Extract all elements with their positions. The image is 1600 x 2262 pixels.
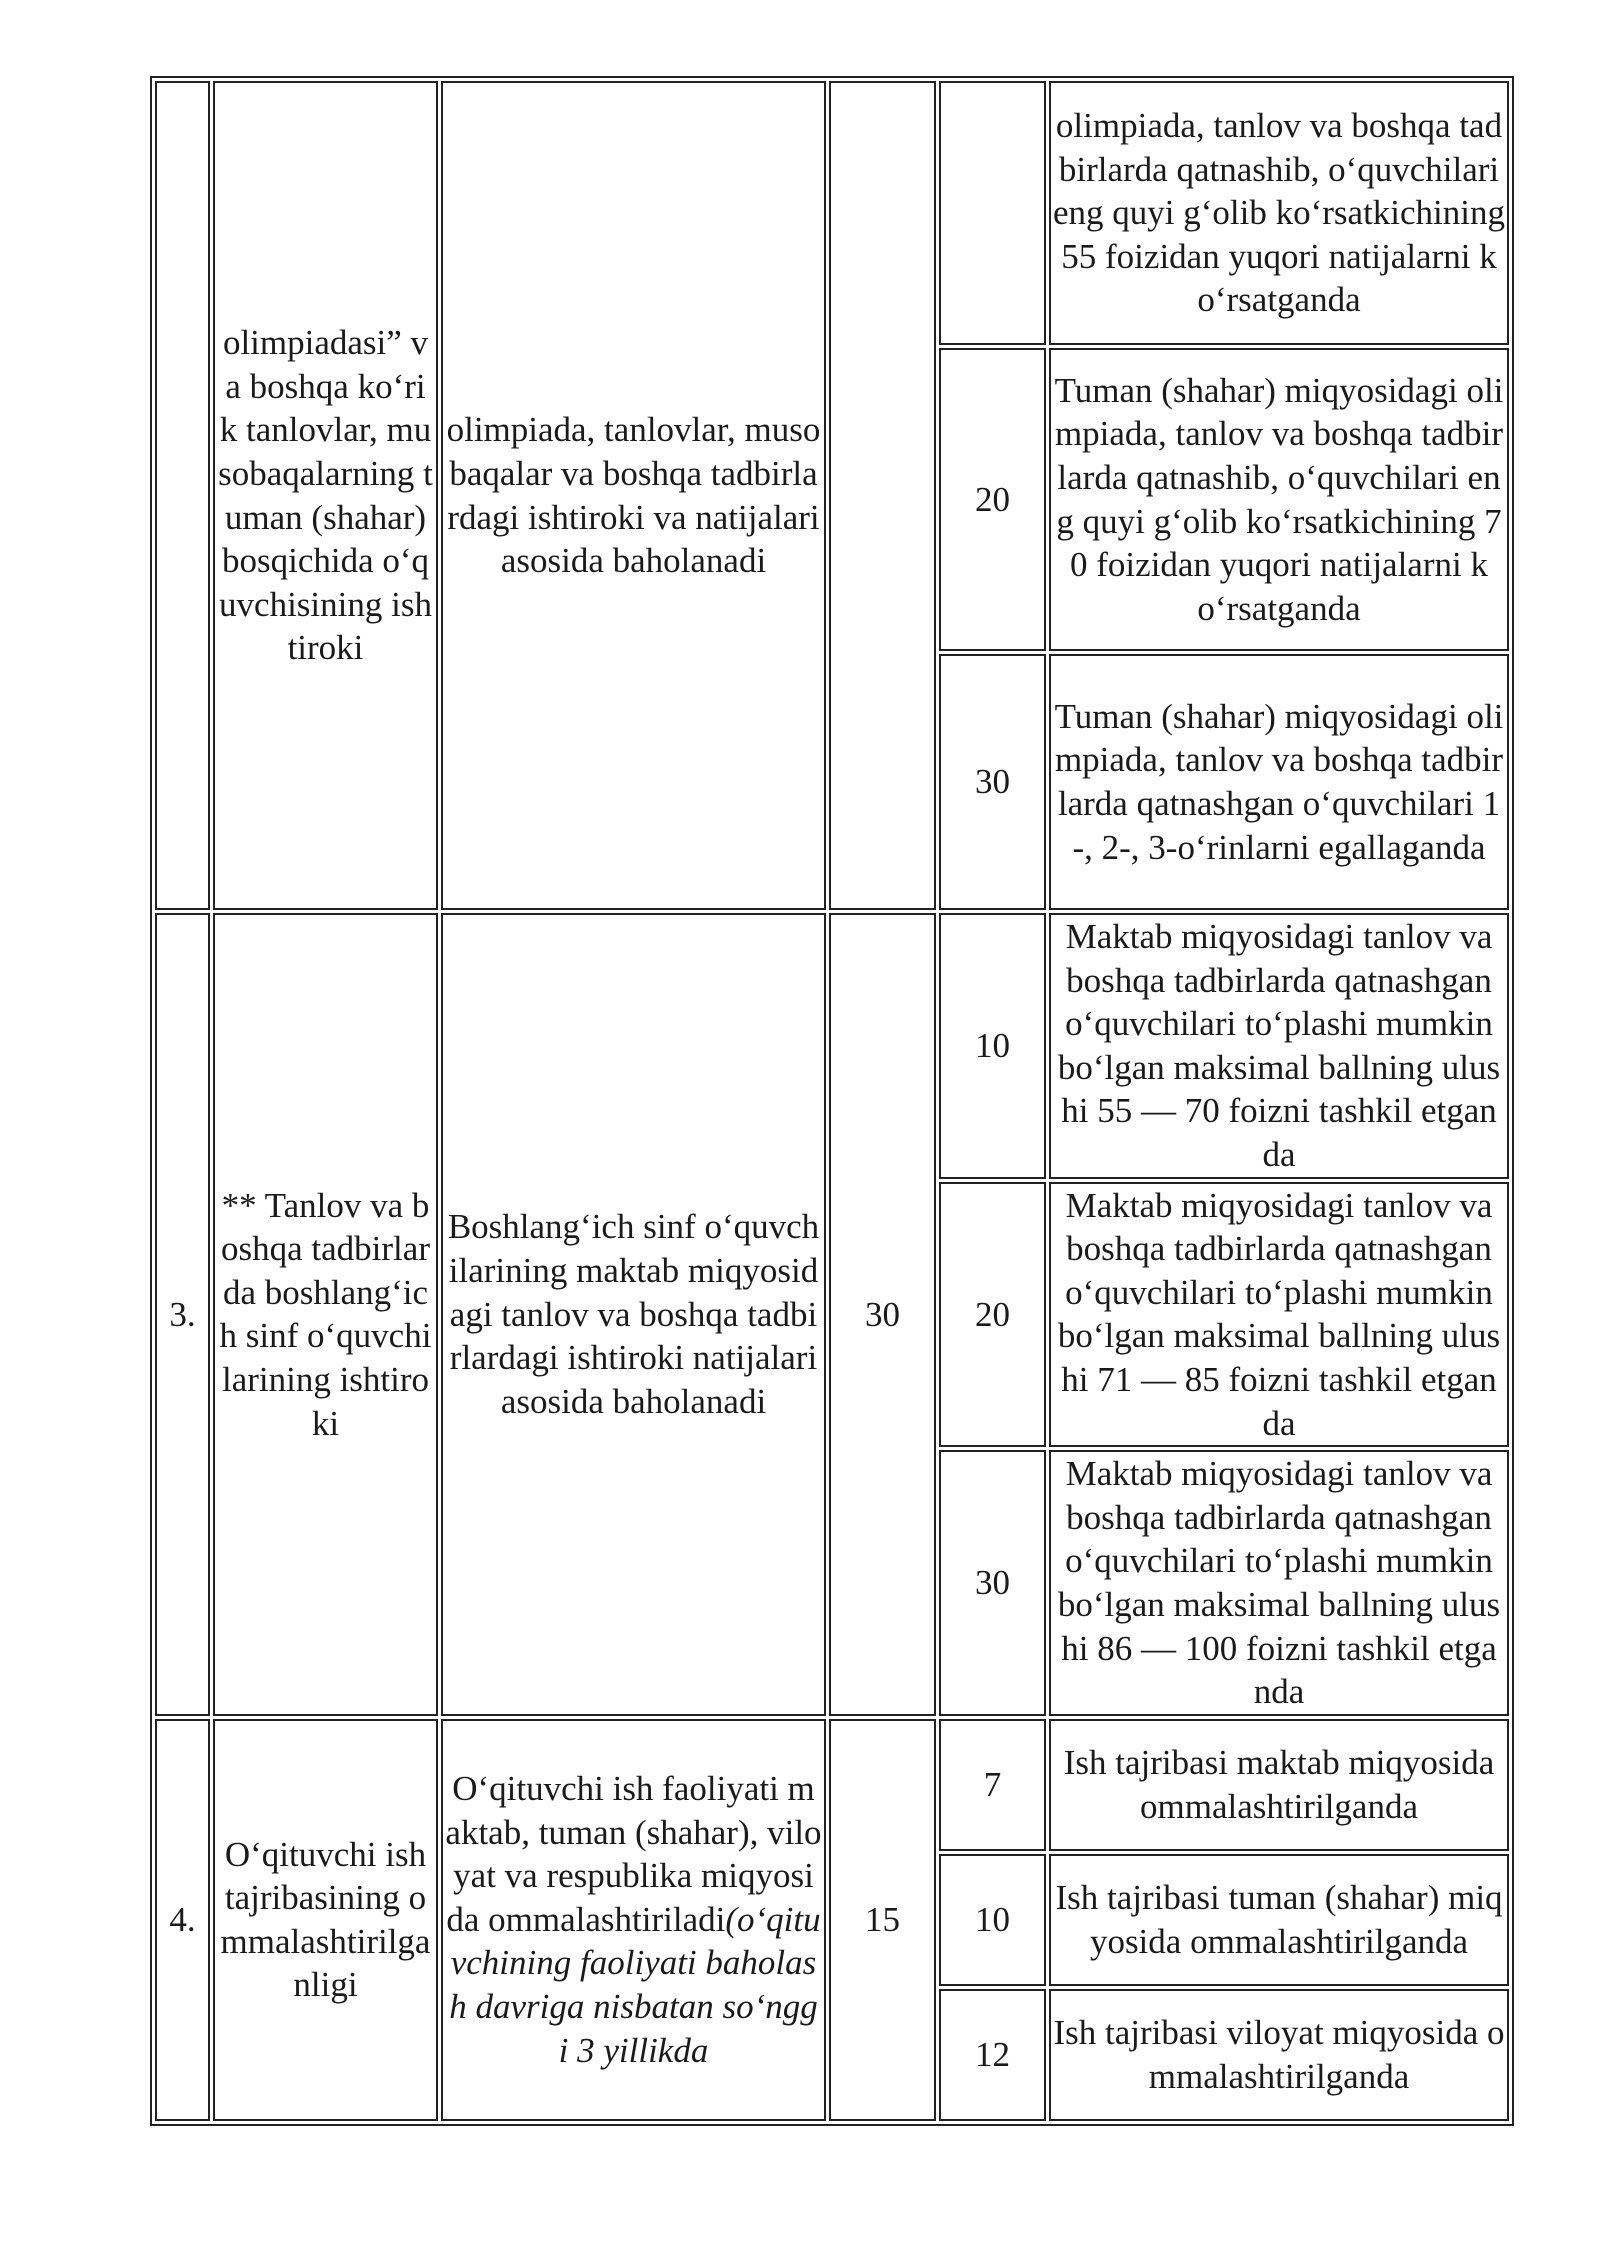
max-score-cell: 30: [829, 913, 936, 1716]
table-row: [155, 81, 1509, 345]
assessment-cell: [441, 1719, 826, 2121]
level-points-cell: 7: [939, 1719, 1046, 1851]
level-points-cell: 12: [939, 1989, 1046, 2121]
row-number-cell: 3.: [155, 913, 210, 1716]
table-row: [155, 1719, 1509, 1851]
level-description-cell: olimpiada, tanlov va boshqa tadbirlarda qatnashib, o‘quvchilari eng quyi g‘olib ko‘rsatkichining 55 foizidan yuqori natijalarni ko‘rsatganda: [1049, 81, 1509, 345]
level-points-cell: 30: [939, 1450, 1046, 1716]
criterion-cell: ** Tanlov va boshqa tadbirlarda boshlang‘ich sinf o‘quvchilarining ishtiroki: [213, 913, 438, 1716]
level-description-cell: Tuman (shahar) miqyosidagi olimpiada, tanlov va boshqa tadbirlarda qatnashgan o‘quvchilari 1-, 2-, 3-o‘rinlarni egallaganda: [1049, 654, 1509, 910]
assessment-cell: Boshlang‘ich sinf o‘quvchilarining maktab miqyosidagi tanlov va boshqa tadbirlardagi ishtiroki natijalari asosida baholanadi: [441, 913, 826, 1716]
level-points-cell: 20: [939, 348, 1046, 651]
level-points-cell: 10: [939, 913, 1046, 1179]
table-row: [155, 913, 1509, 1179]
max-score-cell: 15: [829, 1719, 936, 2121]
row-number-cell: 4.: [155, 1719, 210, 2121]
level-description-cell: Maktab miqyosidagi tanlov va boshqa tadbirlarda qatnashgan o‘quvchilari to‘plashi mumkin bo‘lgan maksimal ballning ulushi 86 — 100 foizni tashkil etganda: [1049, 1450, 1509, 1716]
level-points-cell: 10: [939, 1854, 1046, 1986]
level-points-cell: 30: [939, 654, 1046, 910]
level-description-cell: Maktab miqyosidagi tanlov va boshqa tadbirlarda qatnashgan o‘quvchilari to‘plashi mumkin bo‘lgan maksimal ballning ulushi 55 — 70 foizni tashkil etganda: [1049, 913, 1509, 1179]
level-description-cell: Ish tajribasi tuman (shahar) miqyosida ommalashtirilganda: [1049, 1854, 1509, 1986]
criterion-cell: O‘qituvchi ish tajribasining ommalashtirilganligi: [213, 1719, 438, 2121]
level-description-cell: Ish tajribasi maktab miqyosida ommalashtirilganda: [1049, 1719, 1509, 1851]
assessment-italic-note: (o‘qituvchining faoliyati baholash davriga nisbatan so‘nggi 3 yillikda: [449, 1899, 821, 2070]
level-description-cell: Ish tajribasi viloyat miqyosida ommalashtirilganda: [1049, 1989, 1509, 2121]
max-score-cell: [829, 81, 936, 910]
level-description-cell: Maktab miqyosidagi tanlov va boshqa tadbirlarda qatnashgan o‘quvchilari to‘plashi mumkin bo‘lgan maksimal ballning ulushi 71 — 85 foizni tashkil etganda: [1049, 1182, 1509, 1448]
row-number-cell: [155, 81, 210, 910]
criteria-table: [150, 76, 1514, 2126]
criterion-cell: olimpiadasi” va boshqa ko‘rik tanlovlar, musobaqalarning tuman (shahar) bosqichida o‘quvchisining ishtiroki: [213, 81, 438, 910]
level-points-cell: 20: [939, 1182, 1046, 1448]
assessment-cell: olimpiada, tanlovlar, musobaqalar va boshqa tadbirlardagi ishtiroki va natijalari asosida baholanadi: [441, 81, 826, 910]
assessment-text: O‘qituvchi ish faoliyati maktab, tuman (shahar), viloyat va respublika miqyosida ommalashtiriladi: [445, 1769, 822, 1939]
level-description-cell: Tuman (shahar) miqyosidagi olimpiada, tanlov va boshqa tadbirlarda qatnashib, o‘quvchilari eng quyi g‘olib ko‘rsatkichining 70 foizidan yuqori natijalarni ko‘rsatganda: [1049, 348, 1509, 651]
level-points-cell: [939, 81, 1046, 345]
